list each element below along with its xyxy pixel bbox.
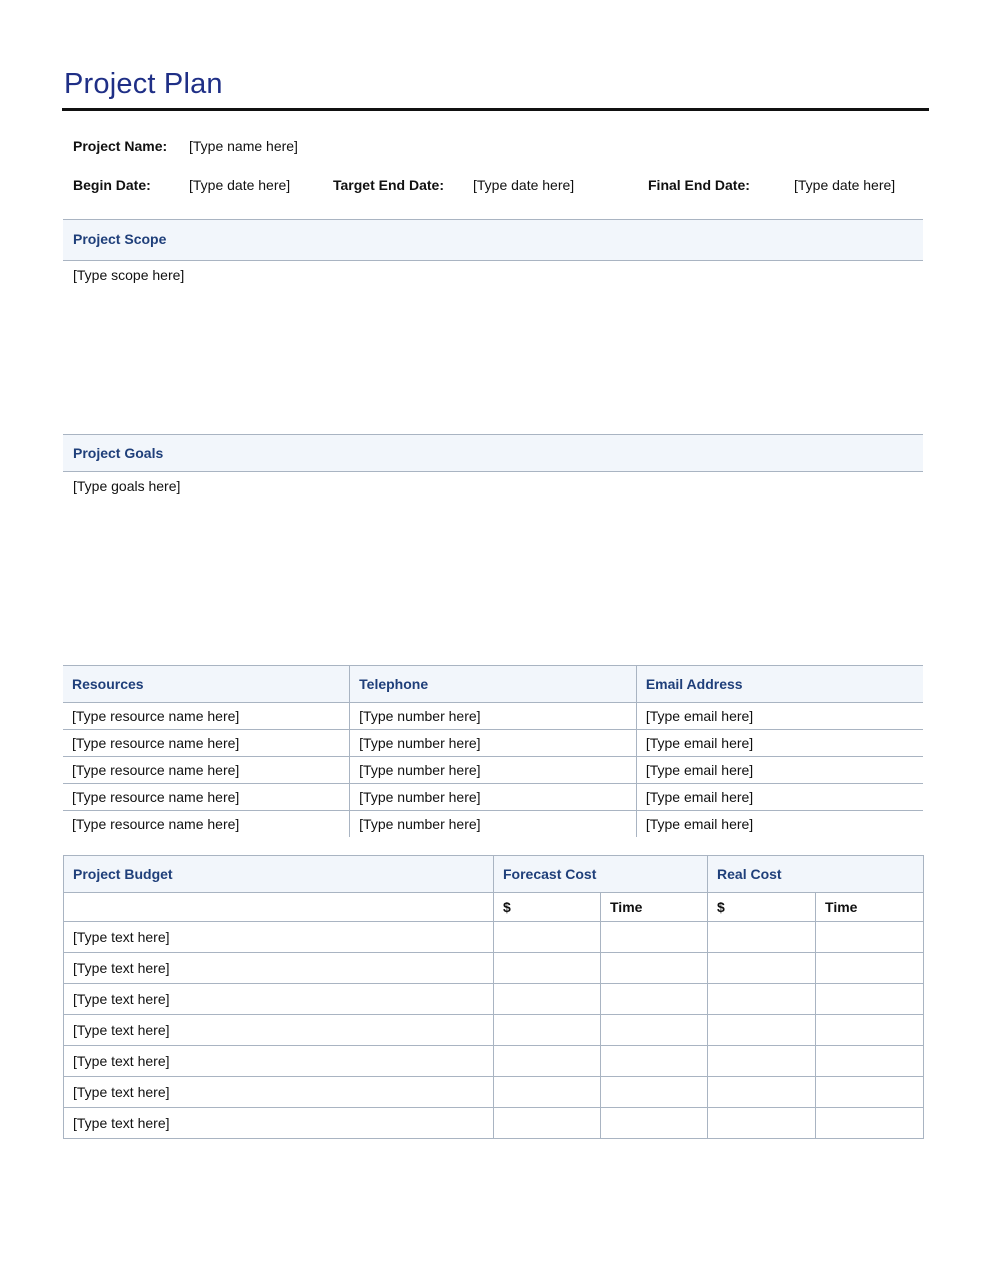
real-dollar-cell[interactable] [708,1077,816,1108]
project-budget-header: Project Budget [64,856,494,893]
real-dollar-cell[interactable] [708,984,816,1015]
telephone-cell[interactable]: [Type number here] [350,757,637,784]
begin-date-field[interactable]: [Type date here] [189,177,291,193]
telephone-cell[interactable]: [Type number here] [350,784,637,811]
budget-item-cell[interactable]: [Type text here] [64,1077,494,1108]
forecast-time-cell[interactable] [601,953,708,984]
forecast-dollar-cell[interactable] [494,1108,601,1139]
telephone-cell[interactable]: [Type number here] [350,730,637,757]
table-row [63,784,923,811]
forecast-time-header: Time [601,893,708,922]
table-row [64,1108,924,1139]
real-time-cell[interactable] [816,953,924,984]
project-goals-heading: Project Goals [73,445,164,461]
target-end-date-field[interactable]: [Type date here] [473,177,575,193]
real-time-cell[interactable] [816,1108,924,1139]
resources-column-header: Resources [63,666,350,703]
forecast-dollar-header: $ [494,893,601,922]
real-dollar-cell[interactable] [708,953,816,984]
forecast-time-cell[interactable] [601,1077,708,1108]
table-row [63,811,923,838]
table-row [64,922,924,953]
real-time-cell[interactable] [816,984,924,1015]
project-scope-body[interactable]: [Type scope here] [73,267,185,283]
table-row [64,1015,924,1046]
project-scope-heading: Project Scope [73,231,167,247]
resource-name-cell[interactable]: [Type resource name here] [63,784,350,811]
project-name-field[interactable]: [Type name here] [189,138,298,154]
telephone-cell[interactable]: [Type number here] [350,703,637,730]
forecast-dollar-cell[interactable] [494,1015,601,1046]
page-title: Project Plan [64,68,223,100]
real-dollar-header: $ [708,893,816,922]
table-row [63,730,923,757]
budget-item-cell[interactable]: [Type text here] [64,984,494,1015]
email-cell[interactable]: [Type email here] [636,757,923,784]
real-time-cell[interactable] [816,1015,924,1046]
forecast-dollar-cell[interactable] [494,984,601,1015]
real-dollar-cell[interactable] [708,922,816,953]
real-time-header: Time [816,893,924,922]
title-rule [62,108,929,111]
begin-date-label: Begin Date: [73,177,151,193]
final-end-date-field[interactable]: [Type date here] [794,177,896,193]
budget-table [63,855,924,1139]
real-dollar-cell[interactable] [708,1108,816,1139]
resource-name-cell[interactable]: [Type resource name here] [63,757,350,784]
real-time-cell[interactable] [816,1077,924,1108]
table-row [63,703,923,730]
budget-item-cell[interactable]: [Type text here] [64,922,494,953]
project-scope-header [63,219,923,261]
telephone-cell[interactable]: [Type number here] [350,811,637,838]
real-time-cell[interactable] [816,1046,924,1077]
forecast-time-cell[interactable] [601,922,708,953]
email-cell[interactable]: [Type email here] [636,784,923,811]
resource-name-cell[interactable]: [Type resource name here] [72,816,240,832]
forecast-dollar-cell[interactable] [494,1077,601,1108]
project-goals-body[interactable]: [Type goals here] [73,478,181,494]
telephone-column-header: Telephone [350,666,637,703]
budget-item-cell[interactable]: [Type text here] [64,1015,494,1046]
budget-item-cell[interactable]: [Type text here] [64,1046,494,1077]
real-time-cell[interactable] [816,922,924,953]
email-column-header: Email Address [636,666,923,703]
forecast-dollar-cell[interactable] [494,953,601,984]
email-cell[interactable]: [Type email here] [636,811,923,838]
budget-item-cell[interactable]: [Type text here] [64,1108,494,1139]
table-row [64,984,924,1015]
project-goals-header [63,434,923,472]
table-row [64,1046,924,1077]
forecast-time-cell[interactable] [601,1015,708,1046]
real-dollar-cell[interactable] [708,1046,816,1077]
final-end-date-label: Final End Date: [648,177,750,193]
forecast-cost-header: Forecast Cost [494,856,708,893]
email-cell[interactable]: [Type email here] [636,703,923,730]
forecast-time-cell[interactable] [601,1046,708,1077]
budget-item-cell[interactable]: [Type text here] [64,953,494,984]
table-row [64,953,924,984]
real-cost-header: Real Cost [708,856,924,893]
budget-subheader-blank [64,893,494,922]
resources-table [63,665,923,837]
forecast-time-cell[interactable] [601,1108,708,1139]
forecast-dollar-cell[interactable] [494,922,601,953]
table-row [64,1077,924,1108]
table-row [63,757,923,784]
resource-name-cell[interactable]: [Type resource name here] [63,703,350,730]
forecast-time-cell[interactable] [601,984,708,1015]
forecast-dollar-cell[interactable] [494,1046,601,1077]
resource-name-cell[interactable]: [Type resource name here] [63,730,350,757]
target-end-date-label: Target End Date: [333,177,444,193]
project-name-label: Project Name: [73,138,168,154]
email-cell[interactable]: [Type email here] [636,730,923,757]
real-dollar-cell[interactable] [708,1015,816,1046]
